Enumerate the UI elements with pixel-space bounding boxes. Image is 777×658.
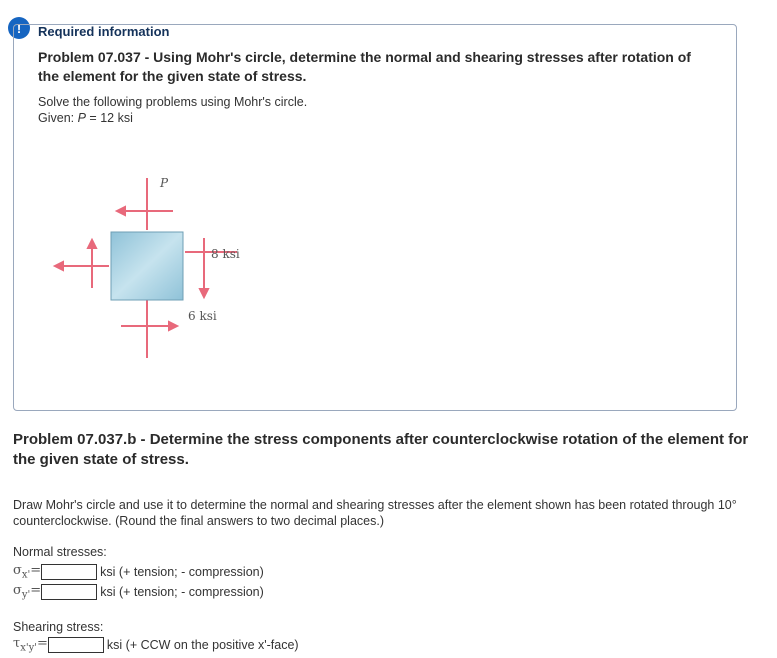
sigma-x-symbol: $\sigma_{x'}=$ bbox=[13, 563, 42, 581]
tau-input[interactable] bbox=[48, 637, 104, 653]
intro-text bbox=[38, 94, 307, 126]
sigma-y-input[interactable] bbox=[41, 584, 97, 600]
problem-b-instructions: Draw Mohr's circle and use it to determine the normal and shearing stresses after the element shown has been rotated through 10° counterclockwise. (Round the final answers to two decimal places.) bbox=[13, 498, 737, 528]
normal-stresses-label: Normal stresses: bbox=[13, 545, 107, 559]
problem-b-title: Problem 07.037.b - Determine the stress components after counterclockwise rotation of the element for the given state of stress. bbox=[13, 431, 749, 468]
sigma-x-row bbox=[13, 563, 264, 581]
exclamation-icon: ! bbox=[16, 20, 22, 36]
sigma-x-unit: ksi (+ tension; - compression) bbox=[100, 565, 264, 579]
given-line: Given: P = 12 ksi bbox=[38, 111, 133, 125]
tau-row bbox=[13, 636, 299, 654]
figure-label-6ksi: 6 ksi bbox=[188, 309, 217, 323]
sigma-y-symbol: $\sigma_{y'}=$ bbox=[13, 583, 42, 601]
required-info-header: Required information bbox=[38, 24, 170, 39]
sigma-y-unit: ksi (+ tension; - compression) bbox=[100, 585, 264, 599]
stress-element-figure bbox=[47, 148, 267, 378]
figure-label-p: P bbox=[160, 176, 169, 190]
sigma-y-row bbox=[13, 583, 264, 601]
tau-unit: ksi (+ CCW on the positive x'-face) bbox=[106, 638, 299, 652]
problem-title: Problem 07.037 - Using Mohr's circle, determine the normal and shearing stresses after rotation of the element for the given state of stress. bbox=[38, 49, 691, 84]
intro-line: Solve the following problems using Mohr's circle. bbox=[38, 95, 308, 109]
stress-element-square bbox=[111, 232, 183, 300]
tau-symbol: $\tau_{x'y'}=$ bbox=[13, 636, 48, 654]
figure-label-8ksi: 8 ksi bbox=[211, 247, 240, 261]
sigma-x-input[interactable] bbox=[41, 564, 97, 580]
shearing-stress-label: Shearing stress: bbox=[13, 620, 104, 634]
